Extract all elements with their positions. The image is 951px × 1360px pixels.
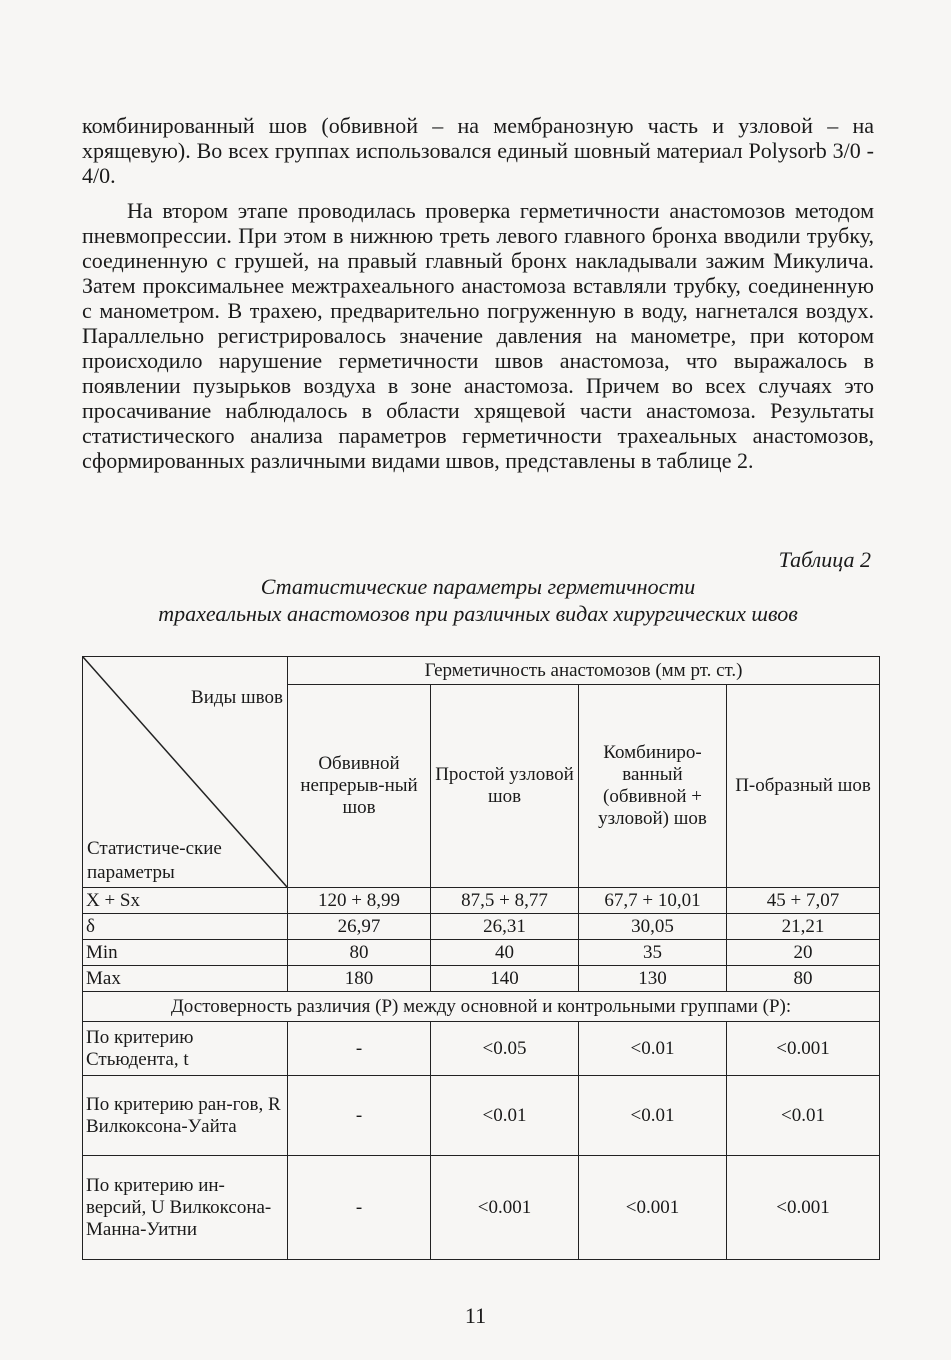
table-row-min: [83, 940, 880, 966]
table-row-wilcoxon-mann-whitney: [83, 1156, 880, 1260]
column-header-3: Комбиниро-ванный (обвивной + узловой) шов: [579, 685, 727, 888]
table-cell: 26,97: [288, 914, 431, 940]
table-cell: 26,31: [431, 914, 579, 940]
table-cell: 35: [579, 940, 727, 966]
table-row-sigma: [83, 914, 880, 940]
significance-header: Достоверность различия (Р) между основной и контрольными группами (Р):: [83, 992, 880, 1022]
row-label: δ: [83, 914, 288, 940]
statistics-table: [82, 656, 880, 1260]
table-row-student: [83, 1022, 880, 1076]
table-cell: 45 + 7,07: [727, 888, 880, 914]
paragraph-1: [82, 113, 874, 188]
table-number: Таблица 2: [778, 547, 871, 572]
table-cell: <0.001: [431, 1156, 579, 1260]
row-label: По критерию ран-гов, R Вилкоксона-Уайта: [83, 1076, 288, 1156]
table-caption-line-2: трахеальных анастомозов при различных видах хирургических швов: [158, 601, 798, 626]
table-row-wilcoxon-white: [83, 1076, 880, 1156]
column-header-2: Простой узловой шов: [431, 685, 579, 888]
table-header-row-1: [83, 657, 880, 685]
row-label: По критерию ин-версий, U Вилкоксона-Манна-Уитни: [83, 1156, 288, 1260]
table-corner-cell: [83, 657, 288, 888]
row-label: По критерию Стьюдента, t: [83, 1022, 288, 1076]
table-cell: 40: [431, 940, 579, 966]
column-header-4: П-образный шов: [727, 685, 880, 888]
corner-label-stat-params: Статистиче-ские параметры: [87, 838, 222, 883]
corner-label-suture-types: Виды швов: [191, 687, 283, 708]
table-caption-line-1: Статистические параметры герметичности: [260, 574, 696, 599]
row-label: Max: [83, 966, 288, 992]
group-header-tightness: Герметичность анастомозов (мм рт. ст.): [288, 657, 880, 685]
table-caption: [82, 573, 874, 627]
column-header-1: Обвивной непрерыв-ный шов: [288, 685, 431, 888]
table-cell: 130: [579, 966, 727, 992]
row-label: X + Sx: [83, 888, 288, 914]
paragraph-2: [82, 198, 874, 473]
table-cell: <0.001: [727, 1022, 880, 1076]
table-cell: <0.01: [579, 1022, 727, 1076]
table-cell: -: [288, 1076, 431, 1156]
table-cell: <0.001: [727, 1156, 880, 1260]
table-row-max: [83, 966, 880, 992]
table-row-mean: [83, 888, 880, 914]
table-cell: 80: [727, 966, 880, 992]
row-label: Min: [83, 940, 288, 966]
table-cell: <0.001: [579, 1156, 727, 1260]
table-cell: 140: [431, 966, 579, 992]
page-number: 11: [464, 1303, 487, 1328]
table-cell: 21,21: [727, 914, 880, 940]
table-cell: 120 + 8,99: [288, 888, 431, 914]
table-cell: -: [288, 1022, 431, 1076]
table-cell: <0.01: [431, 1076, 579, 1156]
paragraph-2-text: На втором этапе проводилась проверка герметичности анастомозов методом пневмопрессии. При этом в нижнюю треть левого главного бронха вводили трубку, соединенную с грушей, на правый главный бронх накладывали зажим Микулича. Затем проксимальнее межтрахеального анастомоза вставляли трубку, соединенную с манометром. В трахею, предварительно погруженную в воду, нагнетался воздух. Параллельно регистрировалось значение давления на манометре, при котором происходило нарушение герметичности швов анастомоза, что выражалось в появлении пузырьков воздуха в зоне анастомоза. Причем во всех случаях это просачивание наблюдалось в области хрящевой части анастомоза. Результаты статистического анализа параметров герметичности трахеальных анастомозов, сформированных различными видами швов, представлены в таблице 2.: [82, 198, 874, 473]
table-cell: 87,5 + 8,77: [431, 888, 579, 914]
table-cell: 30,05: [579, 914, 727, 940]
table-cell: <0.01: [727, 1076, 880, 1156]
significance-header-row: [83, 992, 880, 1022]
table-cell: 80: [288, 940, 431, 966]
table-cell: 20: [727, 940, 880, 966]
table-cell: <0.05: [431, 1022, 579, 1076]
paragraph-1-text: комбинированный шов (обвивной – на мембранозную часть и узловой – на хрящевую). Во всех группах использовался единый шовный материал Polysorb 3/0 - 4/0.: [82, 113, 874, 188]
table-cell: 180: [288, 966, 431, 992]
table-cell: 67,7 + 10,01: [579, 888, 727, 914]
table-cell: -: [288, 1156, 431, 1260]
table-cell: <0.01: [579, 1076, 727, 1156]
